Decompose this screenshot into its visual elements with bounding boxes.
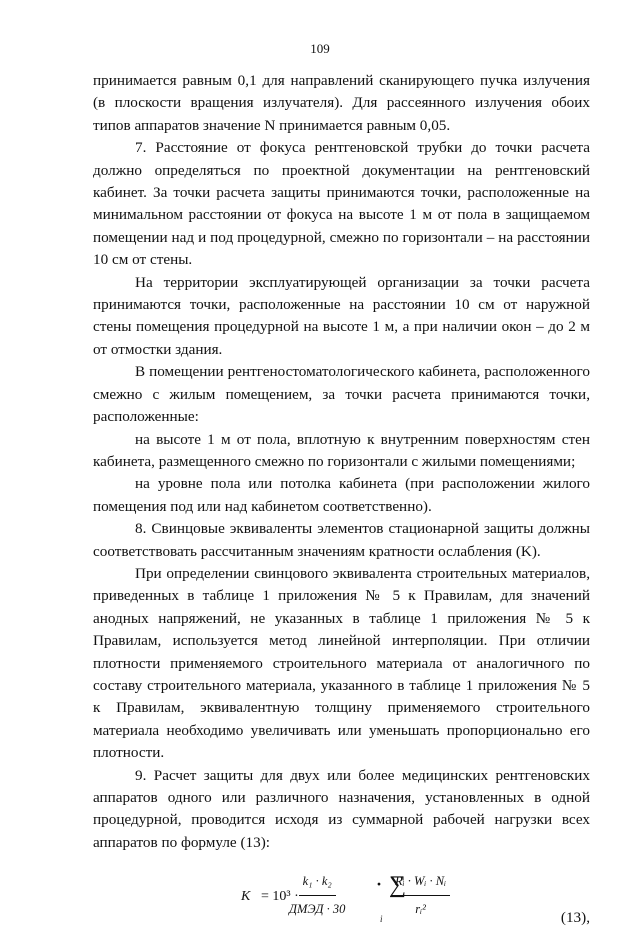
formula-equals: = 10³ · [261, 889, 299, 905]
paragraph: принимается равным 0,1 для направлений сканирующего пучка излучения (в плоскости вращения излучателя). Для рассеянного излучения обоих типов аппаратов значение N принимается равным 0,05. [93, 72, 590, 134]
fraction-denominator: ДМЭД · 30 [289, 901, 346, 916]
paragraph: 9. Расчет защиты для двух или более медицинских рентгеновских аппаратов одного или различного назначения, установленных в одной процедурной, проводится исходя из суммарной рабочей нагрузки всех аппаратов по формуле (13): [93, 766, 590, 851]
paragraph: на высоте 1 м от пола, вплотную к внутренним поверхностям стен кабинета, размещенного смежно по горизонтали с жилыми помещениями; [93, 430, 590, 470]
paragraph: на уровне пола или потолка кабинета (при расположении жилого помещения под или над кабинетом соответственно). [93, 475, 590, 515]
paragraph: При определении свинцового эквивалента строительных материалов, приведенных в таблице 1 приложения № 5 к Правилам, для значений анодных напряжений, не указанных в таблице 1 приложения № 5 к Правилам, используется метод линейной интерполяции. При отличии плотности применяемого строительного материала от аналогичного по составу строительного материала, указанного в таблице 1 приложения № 5 к Правилам, эквивалентную толщину применяемого строительного материала необходимо увеличивать или уменьшать пропорционально его плотности. [93, 564, 590, 762]
formula-number: (13), [560, 909, 590, 927]
page-number: 109 [310, 41, 330, 56]
formula-lhs: K [241, 889, 251, 905]
paragraph: В помещении рентгеностоматологического кабинета, расположенного смежно с жилым помещением, за точки расчета принимаются точки, расположенные: [93, 363, 590, 426]
formula-13 [93, 862, 590, 932]
fraction-numerator: Rᵢ · Wᵢ · Nᵢ [391, 870, 450, 895]
formula-fraction-workload [391, 870, 450, 920]
paragraph: 8. Свинцовые эквиваленты элементов стационарной защиты должны соответствовать рассчитанным значениям кратности ослабления (K). [93, 520, 590, 560]
paragraph: На территории эксплуатирующей организации за точки расчета принимаются точки, расположенные на расстоянии 10 см от наружной стены помещения процедурной на высоте 1 м, а при наличии окон – до 2 м от отмостки здания. [93, 273, 590, 358]
paragraph: 7. Расстояние от фокуса рентгеновской трубки до точки расчета должно определяться по проектной документации на рентгеновский кабинет. За точки расчета защиты принимаются точки, расположенные на минимальном расстоянии от фокуса на высоте 1 м от пола в защищаемом помещении над и под процедурной, смежно по горизонтали – на расстоянии 10 см от стены. [93, 139, 590, 269]
fraction-denominator: rᵢ² [415, 901, 426, 916]
fraction-numerator: k₁ · k₂ [299, 870, 336, 895]
summation-symbol: · ∑ [375, 872, 407, 899]
document-body [93, 70, 590, 932]
formula-fraction-coefficients [289, 870, 345, 920]
summation-index: i [380, 914, 383, 925]
